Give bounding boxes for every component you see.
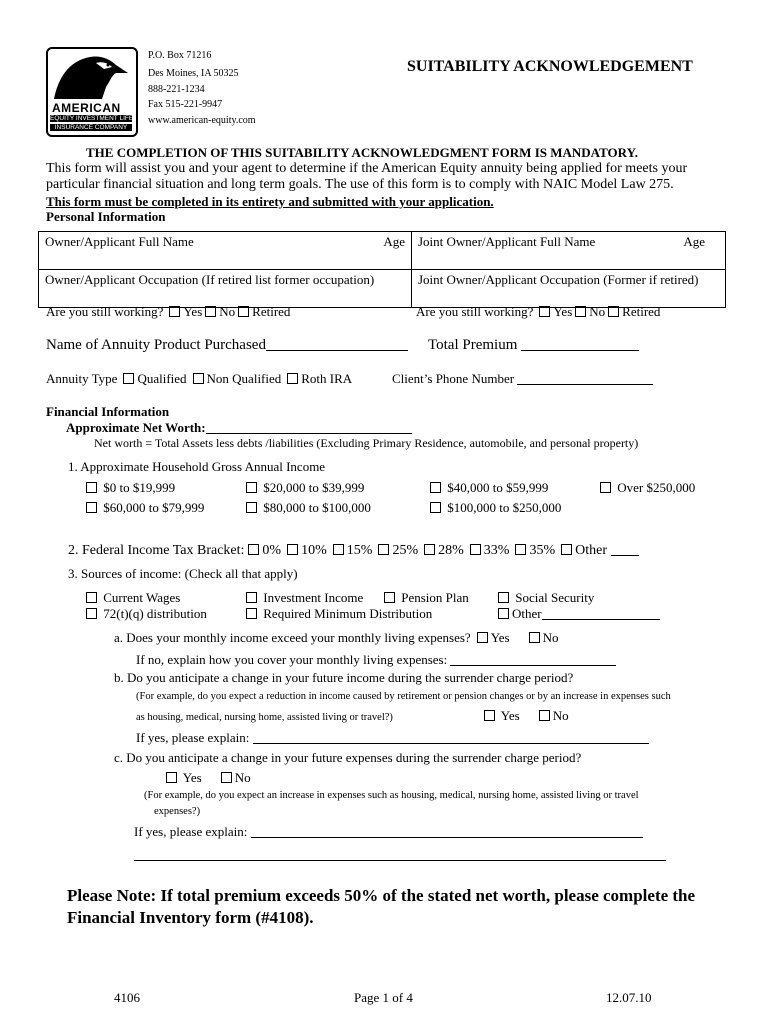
- income-option: [80, 480, 175, 496]
- income-option: [240, 480, 364, 496]
- networth-label: Approximate Net Worth:: [66, 420, 206, 435]
- product-name-row: [46, 337, 408, 354]
- income-label: $100,000 to $250,000: [447, 500, 562, 515]
- question-2: [68, 543, 639, 559]
- question-b-note-1: (For example, do you expect a reduction in income caused by retirement or pension changes or by an increase in expenses such: [136, 691, 671, 702]
- checkbox[interactable]: [430, 482, 441, 493]
- joint-working-row: [416, 304, 660, 320]
- checkbox[interactable]: [561, 544, 572, 555]
- bracket-label: 33%: [483, 543, 510, 558]
- phone-label: Client’s Phone Number: [392, 371, 515, 386]
- checkbox[interactable]: [166, 772, 177, 783]
- bracket-label: 35%: [529, 543, 556, 558]
- checkbox[interactable]: [248, 544, 259, 555]
- checkbox[interactable]: [333, 544, 344, 555]
- checkbox[interactable]: [86, 502, 97, 513]
- checkbox[interactable]: [86, 608, 97, 619]
- source-option: [80, 590, 180, 606]
- yes-label: Yes: [182, 770, 202, 785]
- phone-row: [392, 371, 653, 387]
- product-name-label: Name of Annuity Product Purchased: [46, 337, 266, 353]
- company-logo: [46, 47, 138, 137]
- address-city: Des Moines, IA 50325: [148, 68, 239, 79]
- no-label: No: [234, 770, 251, 785]
- income-label: $60,000 to $79,999: [103, 500, 205, 515]
- networth-row: [66, 420, 412, 436]
- checkbox[interactable]: [430, 502, 441, 513]
- checkbox[interactable]: [287, 373, 298, 384]
- networth-note: Net worth = Total Assets less debts /liabilities (Excluding Primary Residence, automobile, and personal property): [94, 436, 639, 450]
- owner-occupation-field[interactable]: [39, 270, 412, 308]
- personal-info-heading: Personal Information: [46, 209, 166, 224]
- question-c: c. Do you anticipate a change in your future expenses during the surrender charge period?: [114, 750, 582, 765]
- logo-text-3: INSURANCE COMPANY: [50, 124, 132, 131]
- checkbox[interactable]: [470, 544, 481, 555]
- source-label: Social Security: [515, 590, 595, 605]
- yes-label: Yes: [553, 304, 573, 319]
- yes-label: Yes: [183, 304, 203, 319]
- owner-name-label: Owner/Applicant Full Name: [45, 234, 194, 249]
- financial-heading: Financial Information: [46, 404, 170, 419]
- source-label: Investment Income: [263, 590, 364, 605]
- owner-occupation-label: Owner/Applicant Occupation (If retired list former occupation): [45, 272, 375, 287]
- tax-bracket-label: 2. Federal Income Tax Bracket:: [68, 543, 245, 558]
- annuity-type-row: [46, 371, 352, 387]
- logo-text-2: EQUITY INVESTMENT LIFE: [50, 115, 134, 122]
- premium-label: Total Premium: [428, 337, 518, 353]
- bracket-label: 28%: [438, 543, 464, 558]
- no-label: No: [552, 708, 569, 723]
- checkbox[interactable]: [193, 373, 204, 384]
- address-phone: 888-221-1234: [148, 84, 205, 95]
- question-a-explain: [136, 652, 616, 668]
- source-label: Required Minimum Distribution: [263, 606, 433, 621]
- note-line-1: Please Note: If total premium exceeds 50% of the stated net worth, please complete the: [67, 886, 696, 905]
- income-label: $40,000 to $59,999: [447, 480, 549, 495]
- premium-row: [428, 337, 639, 354]
- checkbox[interactable]: [287, 544, 298, 555]
- address-web: www.american-equity.com: [148, 115, 256, 126]
- intro-line-1: This form will assist you and your agent to determine if the American Equity annuity being applied for meets your: [46, 161, 688, 176]
- page-title: SUITABILITY ACKNOWLEDGEMENT: [407, 58, 693, 75]
- checkbox[interactable]: [575, 306, 586, 317]
- revision-date: 12.07.10: [606, 990, 652, 1005]
- question-a: [114, 630, 559, 646]
- explain-label: If no, explain how you cover your monthly living expenses:: [136, 652, 448, 667]
- income-option: [594, 480, 695, 496]
- question-b-options: [478, 708, 569, 724]
- extra-line[interactable]: [134, 860, 666, 861]
- address-fax: Fax 515-221-9947: [148, 99, 223, 110]
- joint-occupation-field[interactable]: [412, 270, 726, 308]
- source-option: [80, 606, 207, 622]
- bracket-label: 25%: [392, 543, 419, 558]
- income-label: $0 to $19,999: [103, 480, 176, 495]
- checkbox[interactable]: [600, 482, 611, 493]
- checkbox[interactable]: [246, 592, 257, 603]
- source-option: [492, 590, 594, 606]
- page-number: Page 1 of 4: [354, 990, 413, 1005]
- checkbox[interactable]: [246, 482, 257, 493]
- joint-name-field[interactable]: [412, 232, 726, 270]
- intro-line-2: particular financial situation and long term goals. The use of this form is to comply with NAIC Model Law 275.: [46, 177, 674, 192]
- yes-label: Yes: [490, 630, 510, 645]
- working-question: Are you still working?: [416, 304, 534, 319]
- owner-age-label: Age: [383, 234, 405, 249]
- retired-label: Retired: [622, 304, 661, 319]
- question-c-note-2: expenses?): [154, 806, 201, 817]
- question-a-label: a. Does your monthly income exceed your monthly living expenses?: [114, 630, 471, 645]
- checkbox[interactable]: [498, 592, 509, 603]
- explain-field[interactable]: [251, 837, 643, 838]
- networth-field[interactable]: [206, 433, 412, 434]
- joint-age-label: Age: [683, 234, 705, 249]
- income-option: [240, 500, 371, 516]
- source-label: Other: [512, 606, 542, 621]
- source-option: [378, 590, 469, 606]
- bracket-label: 15%: [346, 543, 373, 558]
- checkbox[interactable]: [539, 306, 550, 317]
- logo-text-1: AMERICAN: [52, 101, 121, 115]
- annuity-type-label: Annuity Type: [46, 371, 118, 386]
- qualified-label: Qualified: [137, 371, 187, 386]
- joint-name-label: Joint Owner/Applicant Full Name: [418, 234, 596, 249]
- joint-occupation-label: Joint Owner/Applicant Occupation (Former if retired): [418, 272, 699, 287]
- checkbox[interactable]: [169, 306, 180, 317]
- checkbox[interactable]: [424, 544, 435, 555]
- owner-name-field[interactable]: [39, 232, 412, 270]
- product-name-field[interactable]: [266, 350, 408, 351]
- checkbox[interactable]: [246, 608, 257, 619]
- question-3: 3. Sources of income: (Check all that apply): [68, 566, 298, 581]
- question-b-note-2: as housing, medical, nursing home, assisted living or travel?): [136, 712, 393, 723]
- other-source-field[interactable]: [542, 619, 660, 620]
- roth-label: Roth IRA: [301, 371, 353, 386]
- checkbox[interactable]: [221, 772, 232, 783]
- no-label: No: [542, 630, 559, 645]
- checkbox[interactable]: [205, 306, 216, 317]
- note-line-2: Financial Inventory form (#4108).: [67, 908, 314, 927]
- checkbox[interactable]: [498, 608, 509, 619]
- question-c-options: [160, 770, 251, 786]
- nonqualified-label: Non Qualified: [206, 371, 282, 386]
- income-label: $80,000 to $100,000: [263, 500, 371, 515]
- premium-field[interactable]: [521, 350, 639, 351]
- income-label: Over $250,000: [617, 480, 696, 495]
- mandatory-notice: THE COMPLETION OF THIS SUITABILITY ACKNOWLEDGMENT FORM IS MANDATORY.: [86, 145, 639, 160]
- income-option: [424, 480, 548, 496]
- intro-line-3: This form must be completed in its entirety and submitted with your application.: [46, 194, 494, 209]
- checkbox[interactable]: [539, 710, 550, 721]
- question-c-explain: [134, 824, 643, 840]
- checkbox[interactable]: [529, 632, 540, 643]
- checkbox[interactable]: [123, 373, 134, 384]
- question-1: 1. Approximate Household Gross Annual Income: [68, 459, 326, 474]
- checkbox[interactable]: [238, 306, 249, 317]
- checkbox[interactable]: [515, 544, 526, 555]
- question-b: b. Do you anticipate a change in your future income during the surrender charge period?: [114, 670, 574, 685]
- checkbox[interactable]: [246, 502, 257, 513]
- no-label: No: [219, 304, 236, 319]
- checkbox[interactable]: [484, 710, 495, 721]
- owner-working-row: [46, 304, 290, 320]
- retired-label: Retired: [252, 304, 291, 319]
- checkbox[interactable]: [378, 544, 389, 555]
- source-label: 72(t)(q) distribution: [103, 606, 207, 621]
- checkbox[interactable]: [86, 592, 97, 603]
- source-option: [492, 606, 660, 622]
- yes-label: Yes: [500, 708, 520, 723]
- source-label: Pension Plan: [401, 590, 469, 605]
- form-number: 4106: [114, 990, 140, 1005]
- phone-field[interactable]: [517, 384, 653, 385]
- other-bracket-field[interactable]: [611, 555, 639, 556]
- checkbox[interactable]: [608, 306, 619, 317]
- explain-label: If yes, please explain:: [136, 730, 250, 745]
- bracket-label: 10%: [301, 543, 327, 558]
- checkbox[interactable]: [477, 632, 488, 643]
- eagle-icon: [50, 51, 134, 101]
- source-option: [240, 606, 432, 622]
- personal-info-table: [38, 231, 726, 308]
- checkbox[interactable]: [86, 482, 97, 493]
- checkbox[interactable]: [384, 592, 395, 603]
- explain-field[interactable]: [253, 743, 649, 744]
- address-po: P.O. Box 71216: [148, 50, 212, 61]
- bracket-label: Other: [575, 543, 608, 558]
- income-option: [424, 500, 561, 516]
- explain-field[interactable]: [450, 665, 616, 666]
- explain-label: If yes, please explain:: [134, 824, 248, 839]
- no-label: No: [589, 304, 606, 319]
- income-option: [80, 500, 204, 516]
- bracket-label: 0%: [262, 543, 282, 558]
- source-option: [240, 590, 363, 606]
- question-b-explain: [136, 730, 649, 746]
- source-label: Current Wages: [103, 590, 181, 605]
- income-label: $20,000 to $39,999: [263, 480, 365, 495]
- working-question: Are you still working?: [46, 304, 164, 319]
- question-c-note-1: (For example, do you expect an increase in expenses such as housing, medical, nursing home, assisted living or travel: [144, 790, 639, 801]
